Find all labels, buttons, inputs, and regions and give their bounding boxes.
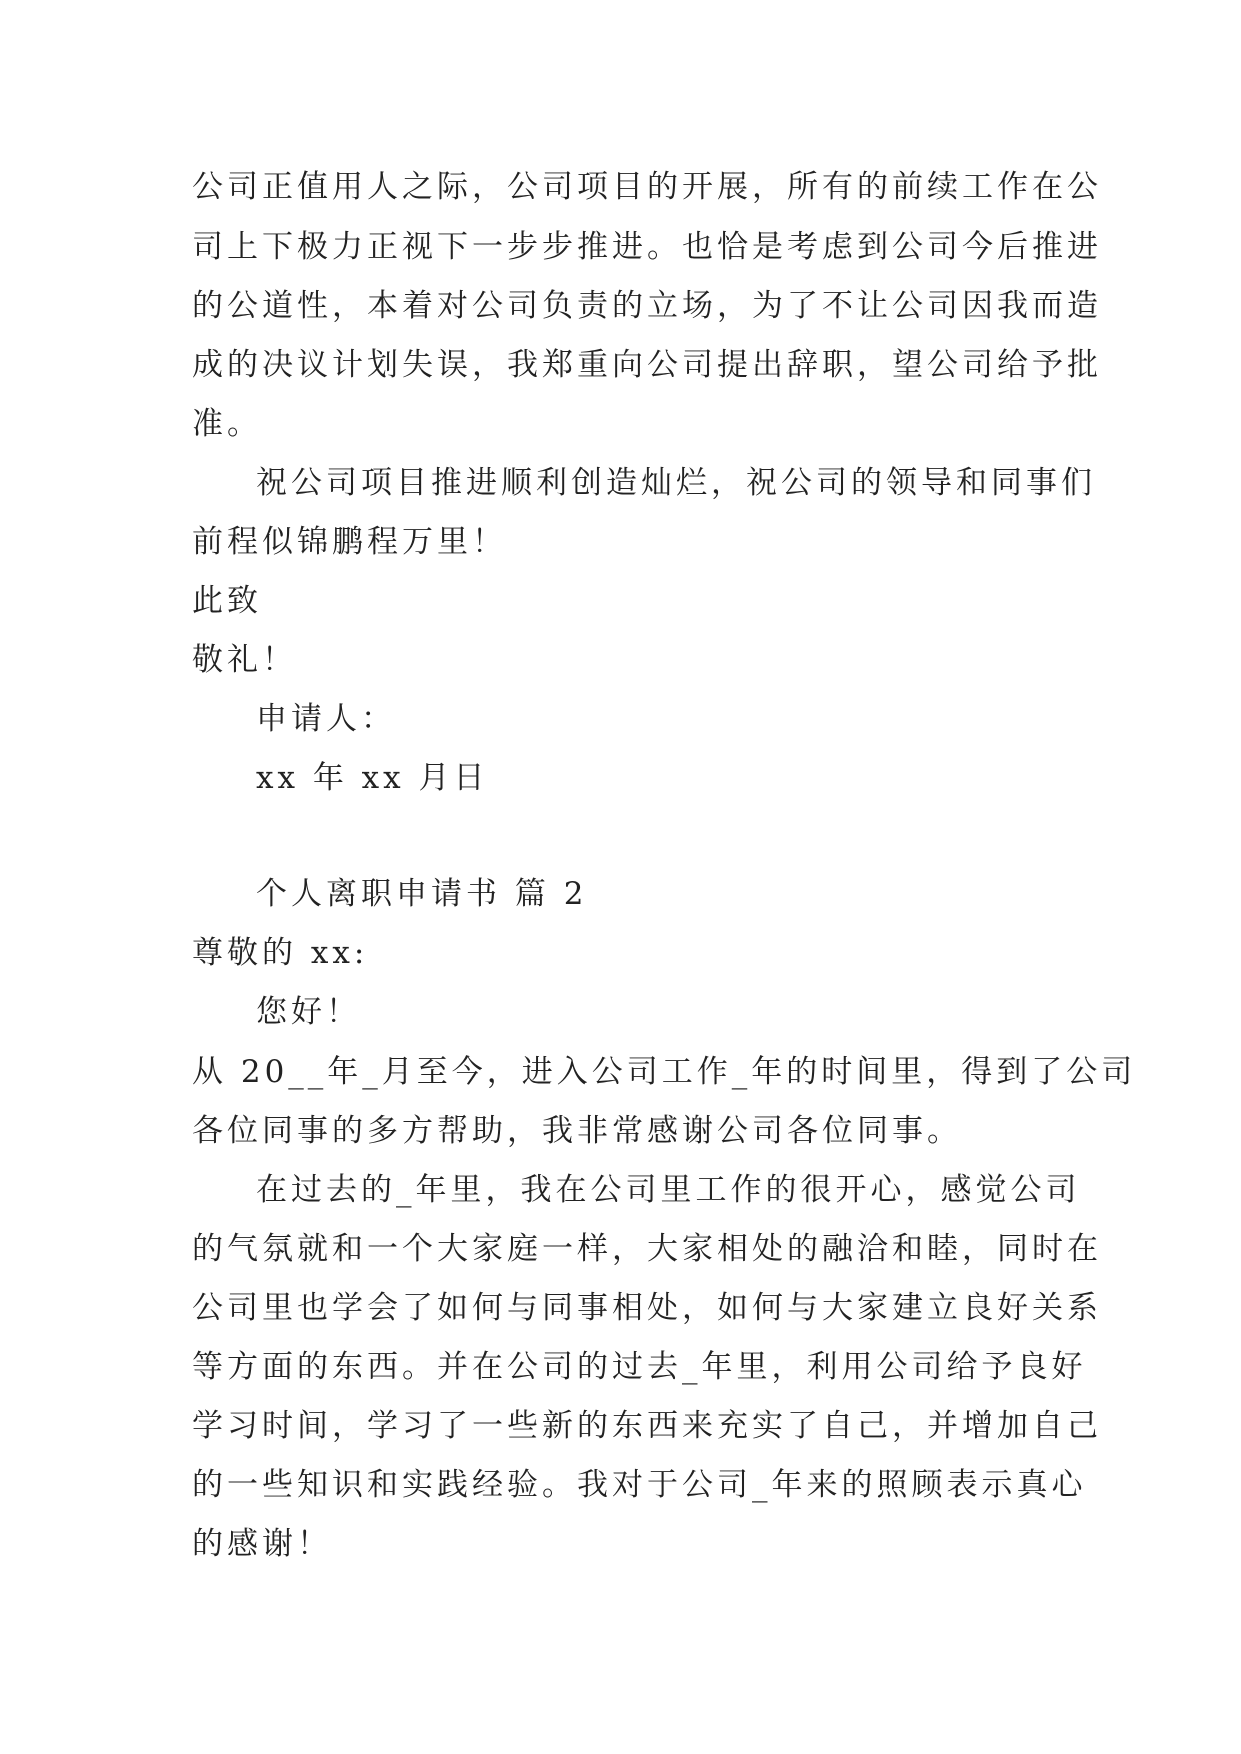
- closing-text: 此致: [192, 583, 262, 619]
- body-line: 在过去的_年里，我在公司里工作的很开心，感觉公司: [256, 1172, 1081, 1208]
- body-line: 从 20__年_月至今，进入公司工作_年的时间里，得到了公司: [192, 1054, 1137, 1090]
- body-line: 公司里也学会了如何与同事相处，如何与大家建立良好关系: [192, 1290, 1102, 1326]
- body-line: 学习时间，学习了一些新的东西来充实了自己，并增加自己: [192, 1408, 1102, 1444]
- body-line: 准。: [192, 406, 262, 442]
- section-title: 个人离职申请书 篇 2: [256, 876, 588, 912]
- applicant-label: 申请人：: [256, 701, 396, 737]
- body-line: 司上下极力正视下一步步推进。也恰是考虑到公司今后推进: [192, 229, 1102, 265]
- body-line: 的一些知识和实践经验。我对于公司_年来的照顾表示真心: [192, 1467, 1087, 1503]
- body-line: 公司正值用人之际，公司项目的开展，所有的前续工作在公: [192, 169, 1102, 205]
- body-line: 的气氛就和一个大家庭一样，大家相处的融洽和睦，同时在: [192, 1231, 1102, 1267]
- body-line: 等方面的东西。并在公司的过去_年里，利用公司给予良好: [192, 1349, 1087, 1385]
- body-line: 成的决议计划失误，我郑重向公司提出辞职，望公司给予批: [192, 347, 1102, 383]
- date-line: xx 年 xx 月日: [256, 760, 489, 796]
- body-line: 前程似锦鹏程万里！: [192, 524, 507, 560]
- body-line: 的公道性，本着对公司负责的立场，为了不让公司因我而造: [192, 288, 1102, 324]
- body-line: 祝公司项目推进顺利创造灿烂，祝公司的领导和同事们: [256, 465, 1096, 501]
- greeting: 您好！: [256, 994, 361, 1030]
- body-line: 的感谢！: [192, 1526, 332, 1562]
- salutation: 尊敬的 xx:: [192, 935, 369, 971]
- body-line: 各位同事的多方帮助，我非常感谢公司各位同事。: [192, 1113, 962, 1149]
- closing-salute: 敬礼！: [192, 642, 297, 678]
